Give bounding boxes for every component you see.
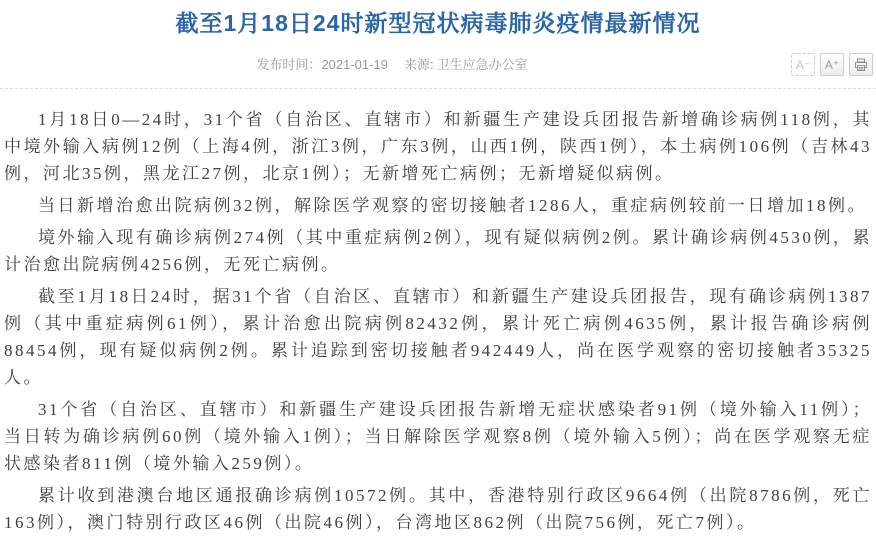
paragraph-5: 31个省（自治区、直辖市）和新疆生产建设兵团报告新增无症状感染者91例（境外输入11例）；当日转为确诊病例60例（境外输入1例）；当日解除医学观察8例（境外输入5例）；尚在医学观察无症状感染者811例（境外输入259例）。 — [4, 400, 872, 473]
article-body — [0, 106, 876, 536]
publish-time-label: 发布时间： — [256, 57, 322, 72]
meta-row — [0, 53, 876, 79]
paragraph-1: 1月18日0—24时，31个省（自治区、直辖市）和新疆生产建设兵团报告新增确诊病例118例，其中境外输入病例12例（上海4例，浙江3例，广东3例，山西1例，陕西1例），本土病例106例（吉林43例，河北35例，黑龙江27例，北京1例）；无新增死亡病例；无新增疑似病例。 — [4, 110, 872, 183]
source-value: 卫生应急办公室 — [436, 57, 528, 72]
font-print-toolbar — [791, 53, 873, 76]
paragraph-6: 累计收到港澳台地区通报确诊病例10572例。其中，香港特别行政区9664例（出院8786例，死亡163例），澳门特别行政区46例（出院46例），台湾地区862例（出院756例，死亡7例）。 — [4, 486, 872, 532]
print-button[interactable] — [849, 53, 873, 76]
publish-time-value: 2021-01-19 — [321, 57, 388, 72]
font-increase-button[interactable]: A⁺ — [820, 53, 844, 76]
article-meta — [0, 53, 876, 77]
source-label: 来源: — [403, 57, 434, 72]
paragraph-2: 当日新增治愈出院病例32例，解除医学观察的密切接触者1286人，重症病例较前一日增加18例。 — [38, 196, 867, 215]
printer-icon — [854, 58, 868, 72]
page-title: 截至1月18日24时新型冠状病毒肺炎疫情最新情况 — [175, 10, 701, 36]
font-decrease-button[interactable]: A⁻ — [791, 53, 815, 76]
paragraph-3: 境外输入现有确诊病例274例（其中重症病例2例），现有疑似病例2例。累计确诊病例4530例，累计治愈出院病例4256例，无死亡病例。 — [4, 228, 872, 274]
header-divider — [0, 88, 876, 89]
paragraph-4: 截至1月18日24时，据31个省（自治区、直辖市）和新疆生产建设兵团报告，现有确诊病例1387例（其中重症病例61例），累计治愈出院病例82432例，累计死亡病例4635例，累计报告确诊病例88454例，现有疑似病例2例。累计追踪到密切接触者942449人，尚在医学观察的密切接触者35325人。 — [4, 287, 872, 387]
